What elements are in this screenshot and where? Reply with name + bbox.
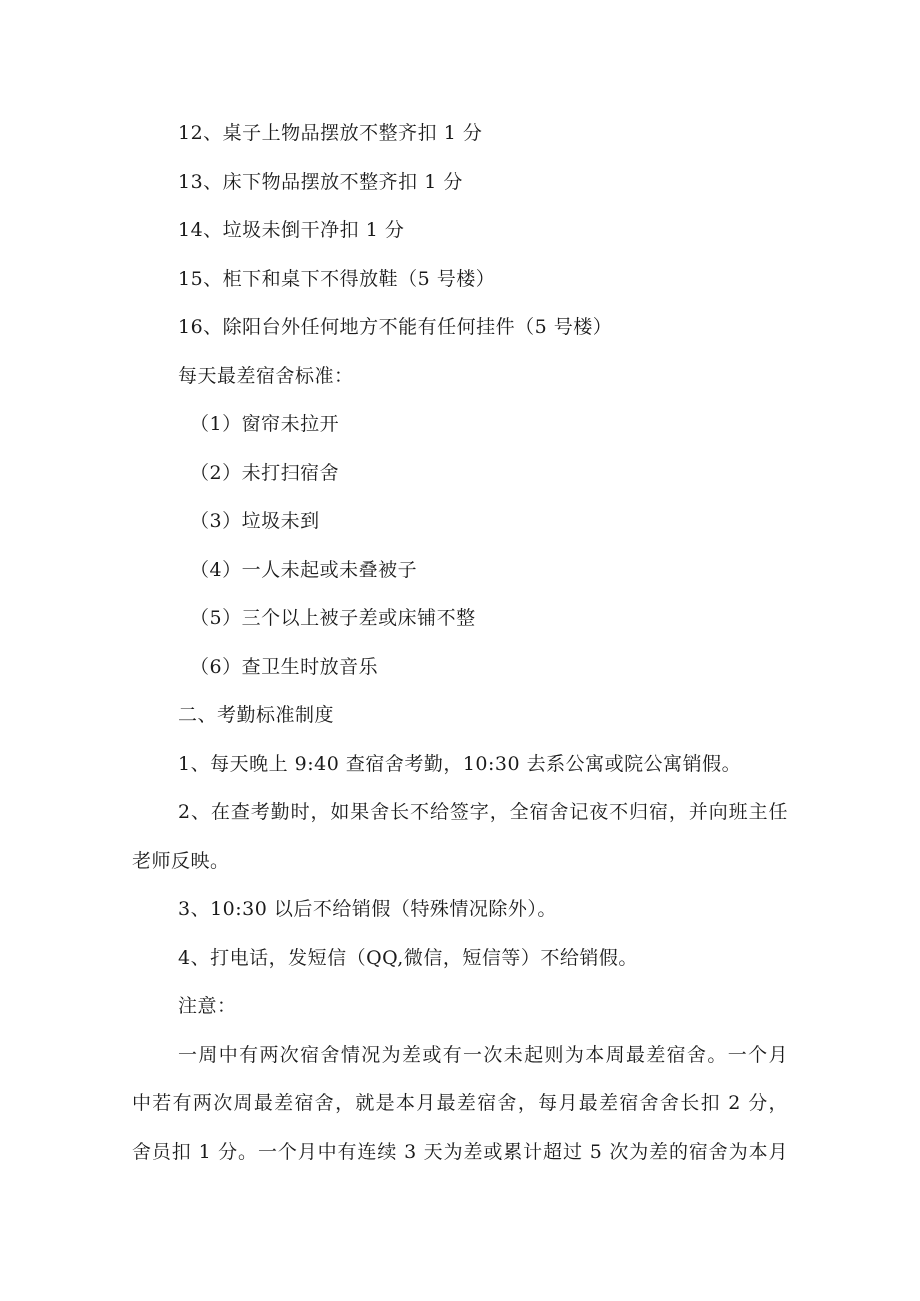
attendance-rule-1: 1、每天晚上 9:40 查宿舍考勤，10:30 去系公寓或院公寓销假。: [178, 753, 742, 775]
note-line-3: 舍员扣 1 分。一个月中有连续 3 天为差或累计超过 5 次为差的宿舍为本月: [132, 1141, 788, 1163]
attendance-rule-2-line-2: 老师反映。: [132, 850, 230, 872]
section-two-title: 二、考勤标准制度: [178, 704, 335, 726]
attendance-rule-4: 4、打电话，发短信（QQ,微信，短信等）不给销假。: [178, 947, 638, 969]
rule-item-12: 12、桌子上物品摆放不整齐扣 1 分: [178, 122, 483, 144]
worst-item-6: （6）查卫生时放音乐: [190, 656, 379, 678]
rule-item-16: 16、除阳台外任何地方不能有任何挂件（5 号楼）: [178, 316, 613, 338]
worst-dorm-heading: 每天最差宿舍标准：: [178, 365, 354, 387]
worst-item-1: （1）窗帘未拉开: [190, 413, 340, 435]
rule-item-15: 15、柜下和桌下不得放鞋（5 号楼）: [178, 268, 496, 290]
worst-item-3: （3）垃圾未到: [190, 510, 320, 532]
attendance-rule-2-line-1: 2、在查考勤时，如果舍长不给签字，全宿舍记夜不归宿，并向班主任: [178, 801, 788, 823]
worst-item-5: （5）三个以上被子差或床铺不整: [190, 607, 476, 629]
note-label: 注意：: [178, 995, 237, 1017]
note-line-1: 一周中有两次宿舍情况为差或有一次未起则为本周最差宿舍。一个月: [178, 1044, 788, 1066]
worst-item-2: （2）未打扫宿舍: [190, 462, 340, 484]
worst-item-4: （4）一人未起或未叠被子: [190, 559, 418, 581]
rule-item-13: 13、床下物品摆放不整齐扣 1 分: [178, 171, 463, 193]
attendance-rule-3: 3、10:30 以后不给销假（特殊情况除外）。: [178, 898, 557, 920]
rule-item-14: 14、垃圾未倒干净扣 1 分: [178, 219, 405, 241]
note-line-2: 中若有两次周最差宿舍，就是本月最差宿舍，每月最差宿舍舍长扣 2 分，: [132, 1092, 788, 1114]
